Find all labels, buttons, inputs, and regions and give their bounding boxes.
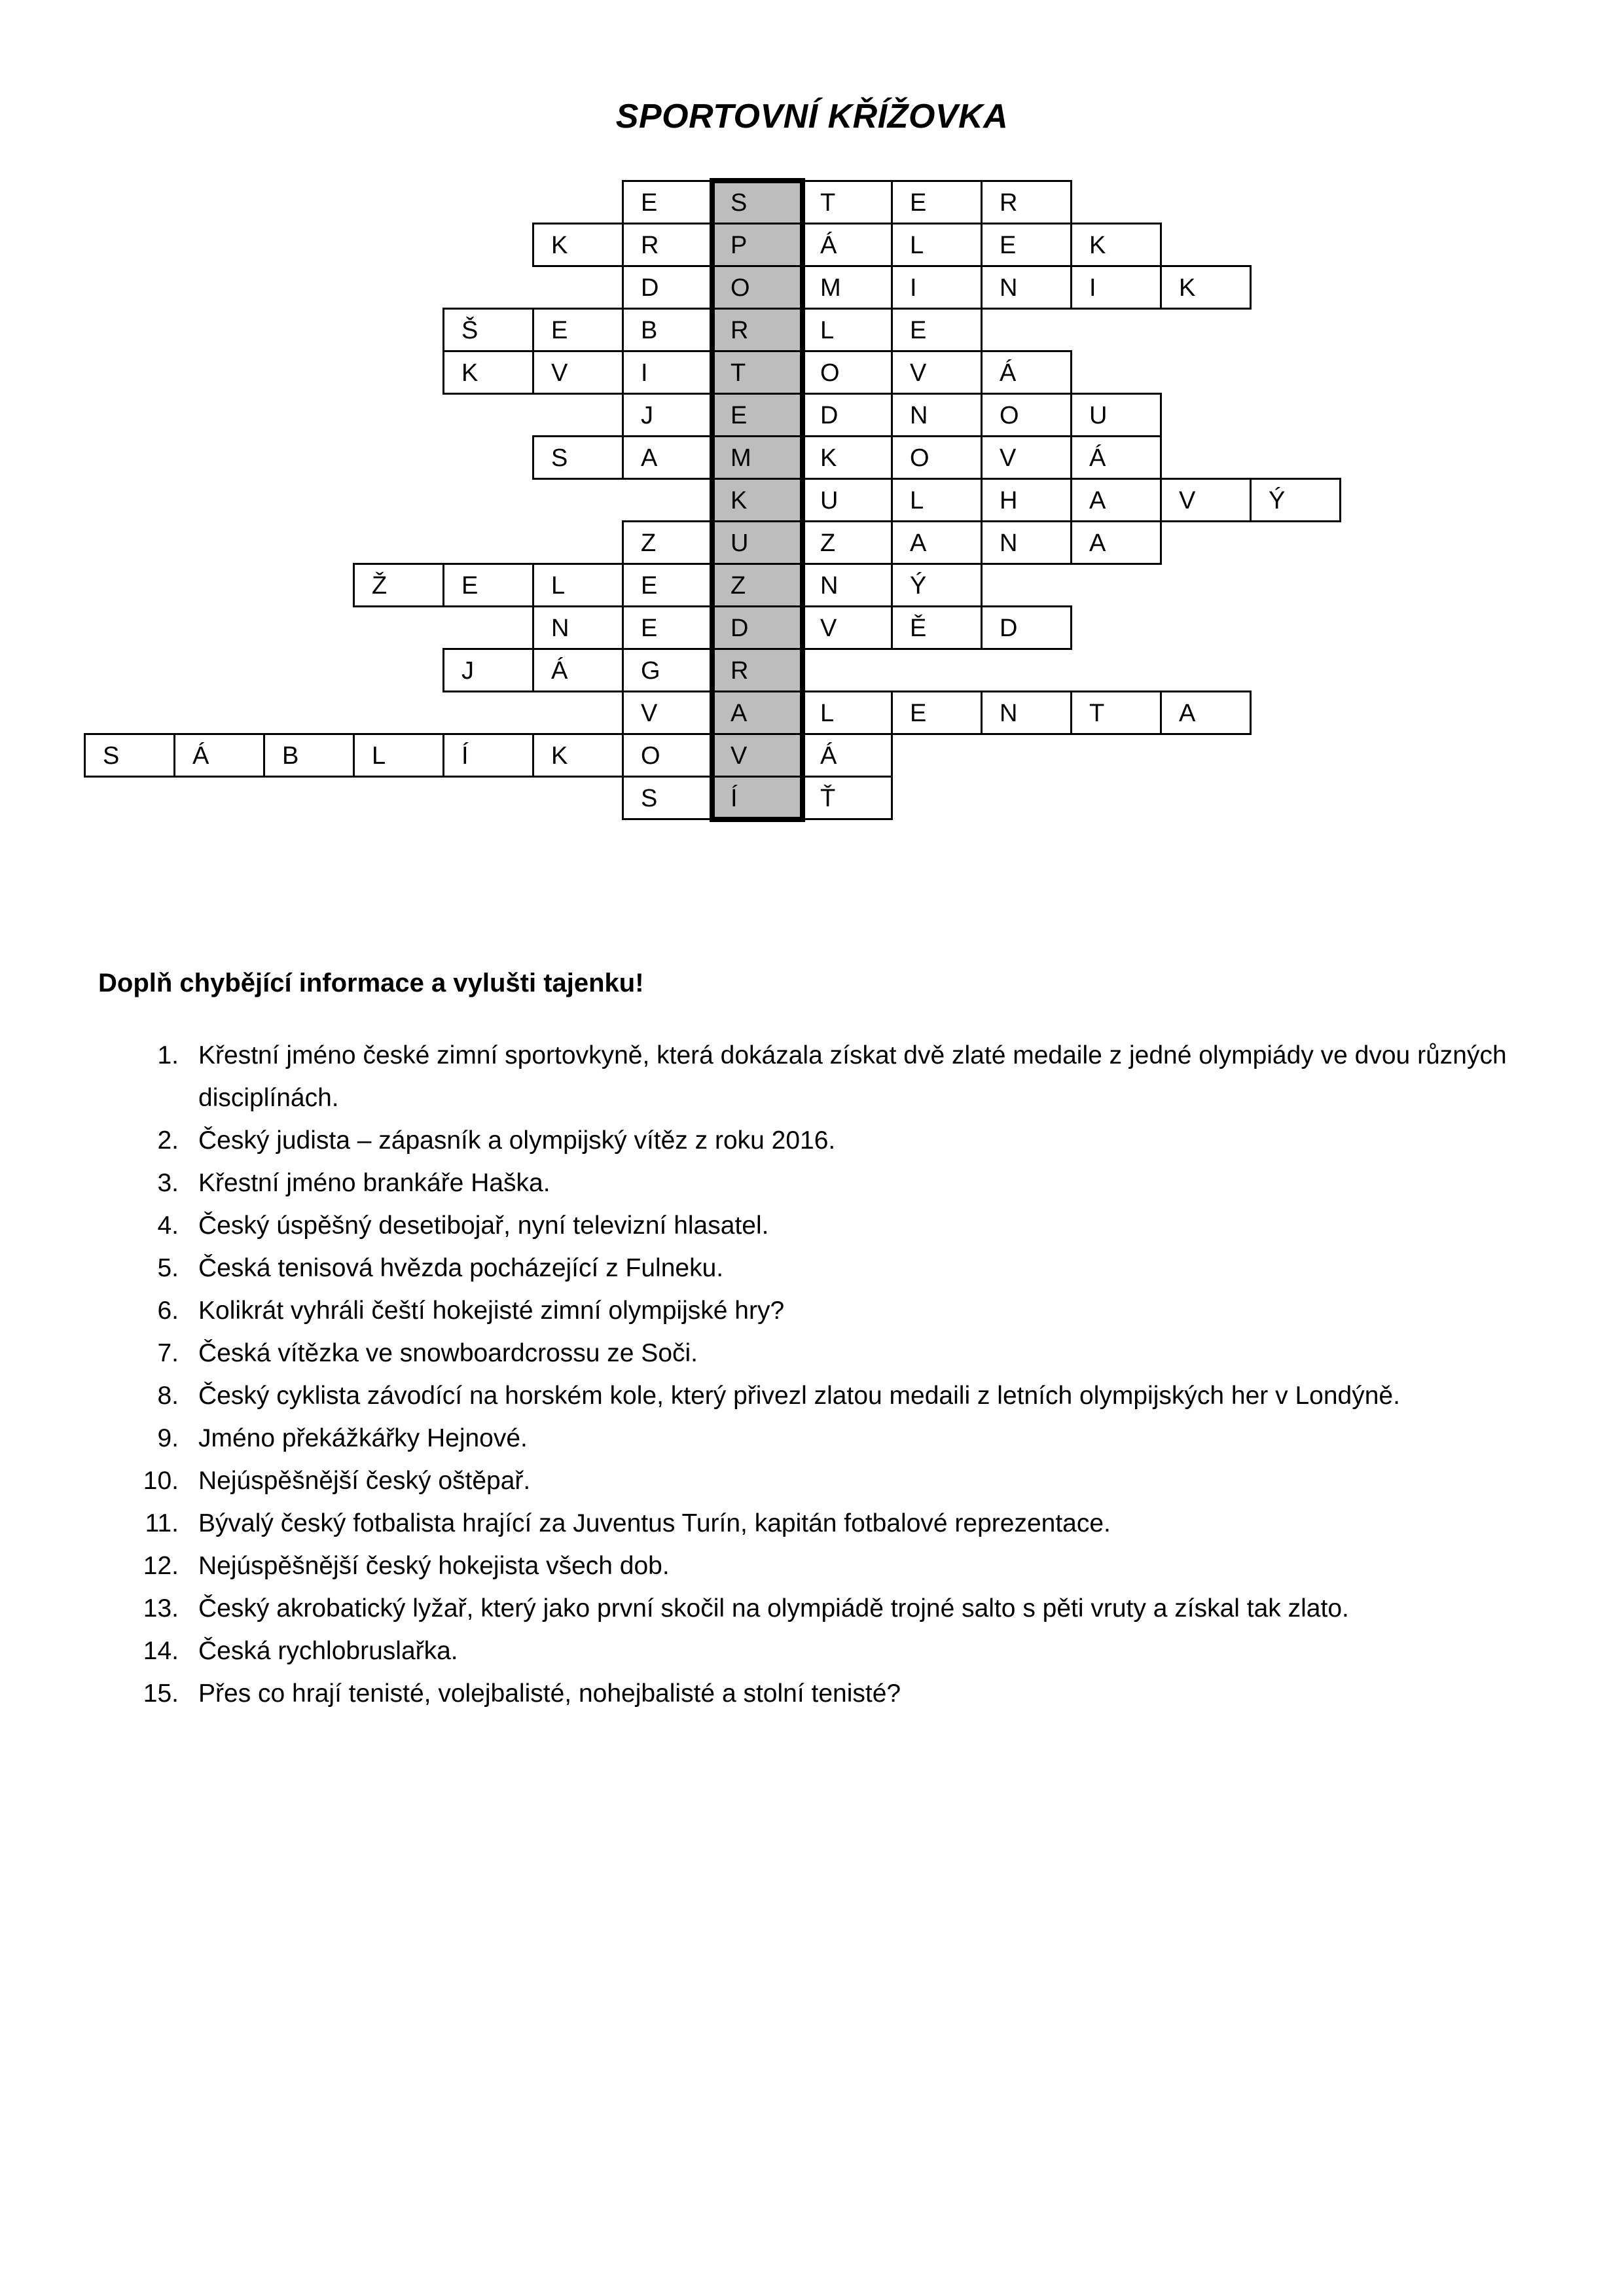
cell-letter: E — [910, 317, 927, 344]
clue-item — [121, 1034, 1528, 1119]
clue-number: 2. — [157, 1126, 179, 1155]
crossword-cell — [801, 733, 893, 778]
crossword-cell — [801, 435, 893, 480]
crossword-cell — [353, 563, 444, 607]
clue-number: 8. — [157, 1382, 179, 1410]
cell-letter: N — [1000, 700, 1018, 727]
crossword-cell — [622, 691, 713, 735]
cell-letter: N — [551, 615, 569, 642]
crossword-cell — [442, 563, 534, 607]
crossword-cell — [981, 478, 1072, 522]
cell-letter: G — [641, 657, 660, 685]
cell-letter: K — [820, 444, 837, 472]
clue-item — [121, 1332, 1528, 1374]
cell-letter: T — [820, 189, 836, 217]
crossword-cell — [891, 435, 983, 480]
cell-letter: E — [910, 700, 927, 727]
cell-letter: E — [1000, 232, 1017, 259]
cell-letter: L — [910, 487, 924, 514]
crossword-cell — [532, 223, 624, 267]
clue-number: 1. — [157, 1041, 179, 1069]
crossword-cell — [442, 648, 534, 692]
cell-letter: D — [1000, 615, 1018, 642]
crossword-cell — [622, 733, 713, 778]
crossword-cell — [891, 223, 983, 267]
cell-letter: E — [641, 189, 658, 217]
cell-letter: S — [731, 189, 748, 217]
cell-letter: V — [820, 615, 837, 642]
key-cell — [712, 605, 803, 650]
key-cell — [712, 478, 803, 522]
clue-item — [121, 1247, 1528, 1289]
crossword-cell — [891, 308, 983, 352]
clue-text: Česká rychlobruslařka. — [198, 1637, 458, 1665]
crossword-cell — [981, 605, 1072, 650]
crossword-cell — [981, 691, 1072, 735]
crossword-cell — [981, 520, 1072, 565]
cell-letter: E — [551, 317, 568, 344]
key-cell — [712, 350, 803, 395]
cell-letter: V — [1179, 487, 1196, 514]
clue-item — [121, 1374, 1528, 1417]
crossword-cell — [1070, 265, 1162, 310]
crossword-cell — [84, 733, 175, 778]
cell-letter: V — [641, 700, 658, 727]
crossword-cell — [532, 605, 624, 650]
crossword-cell — [801, 223, 893, 267]
clue-item — [121, 1587, 1528, 1630]
cell-letter: A — [641, 444, 658, 472]
cell-letter: I — [1089, 274, 1096, 302]
crossword-cell — [801, 350, 893, 395]
cell-letter: K — [1089, 232, 1106, 259]
clue-number: 15. — [143, 1679, 179, 1708]
crossword-cell — [622, 648, 713, 692]
clue-text: Český judista – zápasník a olympijský vítěz z roku 2016. — [198, 1126, 836, 1155]
clue-item — [121, 1289, 1528, 1332]
cell-letter: Á — [820, 232, 837, 259]
cell-letter: A — [1089, 529, 1106, 557]
cell-letter: K — [1179, 274, 1196, 302]
clue-item — [121, 1630, 1528, 1672]
clue-number: 6. — [157, 1297, 179, 1325]
cell-letter: D — [820, 402, 839, 429]
crossword-cell — [801, 308, 893, 352]
clue-text: Český cyklista závodící na horském kole, který přivezl zlatou medaili z letních olympijských her v Londýně. — [198, 1382, 1400, 1410]
cell-letter: Z — [820, 529, 836, 557]
crossword-cell — [801, 478, 893, 522]
crossword-cell — [891, 350, 983, 395]
cell-letter: B — [641, 317, 658, 344]
key-cell — [712, 776, 803, 820]
crossword-cell — [442, 350, 534, 395]
cell-letter: J — [641, 402, 653, 429]
cell-letter: O — [910, 444, 929, 472]
cell-letter: Á — [551, 657, 568, 685]
cell-letter: S — [551, 444, 568, 472]
cell-letter: O — [731, 274, 750, 302]
crossword-cell — [622, 435, 713, 480]
clue-text: Český úspěšný desetibojař, nyní televizní hlasatel. — [198, 1211, 769, 1240]
cell-letter: R — [731, 317, 749, 344]
crossword-cell — [622, 308, 713, 352]
crossword-grid — [0, 0, 1624, 851]
cell-letter: L — [820, 700, 835, 727]
crossword-cell — [622, 563, 713, 607]
clue-number: 11. — [145, 1509, 179, 1537]
crossword-cell — [891, 393, 983, 437]
cell-letter: T — [731, 359, 746, 387]
clue-text: Česká tenisová hvězda pocházející z Fulneku. — [198, 1254, 724, 1282]
crossword-cell — [532, 648, 624, 692]
cell-letter: R — [641, 232, 659, 259]
crossword-cell — [891, 605, 983, 650]
crossword-cell — [1070, 223, 1162, 267]
cell-letter: K — [551, 232, 568, 259]
key-cell — [712, 563, 803, 607]
cell-letter: Ž — [372, 572, 388, 600]
cell-letter: E — [910, 189, 927, 217]
crossword-cell — [622, 776, 713, 820]
crossword-cell — [891, 691, 983, 735]
page-title: SPORTOVNÍ KŘÍŽOVKA — [615, 98, 1009, 135]
cell-letter: A — [1179, 700, 1196, 727]
crossword-cell — [891, 520, 983, 565]
cell-letter: Á — [820, 742, 837, 770]
cell-letter: N — [910, 402, 928, 429]
crossword-cell — [442, 733, 534, 778]
cell-letter: E — [641, 572, 658, 600]
crossword-cell — [622, 180, 713, 224]
cell-letter: I — [641, 359, 648, 387]
cell-letter: V — [1000, 444, 1017, 472]
clue-number: 13. — [143, 1594, 179, 1623]
crossword-cell — [532, 563, 624, 607]
crossword-cell — [1250, 478, 1341, 522]
cell-letter: U — [820, 487, 839, 514]
clue-text: Křestní jméno české zimní sportovkyně, která dokázala získat dvě zlaté medaile z jedné olympiády ve dvou různých disciplínách. — [198, 1041, 1507, 1112]
cell-letter: Ý — [910, 572, 927, 600]
cell-letter: L — [820, 317, 835, 344]
cell-letter: Ě — [910, 615, 927, 642]
crossword-cell — [981, 223, 1072, 267]
crossword-cell — [801, 265, 893, 310]
clue-text: Kolikrát vyhráli čeští hokejisté zimní olympijské hry? — [198, 1297, 785, 1325]
crossword-cell — [891, 180, 983, 224]
crossword-cell — [1070, 393, 1162, 437]
crossword-cell — [532, 308, 624, 352]
crossword-cell — [532, 350, 624, 395]
clue-item — [121, 1672, 1528, 1715]
crossword-cell — [173, 733, 265, 778]
crossword-cell — [1070, 435, 1162, 480]
crossword-cell — [801, 393, 893, 437]
cell-letter: M — [731, 444, 751, 472]
cell-letter: Í — [461, 742, 469, 770]
crossword-cell — [622, 350, 713, 395]
cell-letter: Á — [1089, 444, 1106, 472]
key-cell — [712, 180, 803, 224]
clue-text: Nejúspěšnější český hokejista všech dob. — [198, 1552, 670, 1580]
clue-number: 10. — [143, 1467, 179, 1495]
crossword-cell — [981, 180, 1072, 224]
crossword-cell — [442, 308, 534, 352]
crossword-cell — [801, 563, 893, 607]
cell-letter: R — [731, 657, 749, 685]
key-cell — [712, 223, 803, 267]
clue-number: 5. — [157, 1254, 179, 1282]
clue-item — [121, 1460, 1528, 1502]
clue-item — [121, 1162, 1528, 1204]
clue-text: Jméno překážkářky Hejnové. — [198, 1424, 528, 1452]
crossword-cell — [622, 605, 713, 650]
key-cell — [712, 308, 803, 352]
clue-item — [121, 1545, 1528, 1587]
cell-letter: K — [551, 742, 568, 770]
cell-letter: K — [461, 359, 478, 387]
crossword-cell — [981, 393, 1072, 437]
crossword-cell — [801, 776, 893, 820]
clue-number: 3. — [157, 1169, 179, 1197]
cell-letter: J — [461, 657, 474, 685]
crossword-cell — [981, 265, 1072, 310]
clue-text: Přes co hrají tenisté, volejbalisté, nohejbalisté a stolní tenisté? — [198, 1679, 901, 1708]
key-cell — [712, 733, 803, 778]
crossword-cell — [891, 478, 983, 522]
key-cell — [712, 435, 803, 480]
crossword-cell — [801, 520, 893, 565]
clue-number: 14. — [143, 1637, 179, 1665]
cell-letter: P — [731, 232, 748, 259]
cell-letter: L — [372, 742, 386, 770]
crossword-cell — [801, 180, 893, 224]
crossword-cell — [981, 435, 1072, 480]
cell-letter: E — [641, 615, 658, 642]
cell-letter: A — [1089, 487, 1106, 514]
clue-text: Český akrobatický lyžař, který jako první skočil na olympiádě trojné salto s pěti vruty a získal tak zlato. — [198, 1594, 1349, 1623]
key-cell — [712, 520, 803, 565]
cell-letter: L — [551, 572, 566, 600]
crossword-cell — [622, 223, 713, 267]
clue-item — [121, 1204, 1528, 1247]
cell-letter: O — [820, 359, 840, 387]
cell-letter: E — [731, 402, 748, 429]
cell-letter: Ý — [1269, 487, 1286, 514]
crossword-cell — [532, 435, 624, 480]
clue-number: 12. — [143, 1552, 179, 1580]
clue-text: Nejúspěšnější český oštěpař. — [198, 1467, 531, 1495]
cell-letter: B — [282, 742, 299, 770]
clue-list — [121, 1034, 1528, 1715]
crossword-cell — [1070, 520, 1162, 565]
key-cell — [712, 393, 803, 437]
cell-letter: N — [1000, 274, 1018, 302]
cell-letter: Á — [1000, 359, 1017, 387]
cell-letter: R — [1000, 189, 1018, 217]
crossword-cell — [622, 393, 713, 437]
cell-letter: V — [910, 359, 927, 387]
cell-letter: I — [910, 274, 917, 302]
cell-letter: U — [731, 529, 749, 557]
crossword-cell — [1160, 478, 1252, 522]
cell-letter: Š — [461, 317, 478, 344]
crossword-cell — [622, 265, 713, 310]
crossword-cell — [891, 563, 983, 607]
cell-letter: D — [731, 615, 749, 642]
crossword-cell — [1070, 691, 1162, 735]
instruction-text: Doplň chybějící informace a vylušti tajenku! — [98, 969, 644, 997]
crossword-cell — [981, 350, 1072, 395]
clue-item — [121, 1417, 1528, 1460]
crossword-cell — [622, 520, 713, 565]
cell-letter: D — [641, 274, 659, 302]
key-cell — [712, 691, 803, 735]
crossword-cell — [801, 605, 893, 650]
cell-letter: U — [1089, 402, 1108, 429]
crossword-cell — [801, 691, 893, 735]
cell-letter: A — [910, 529, 927, 557]
clue-item — [121, 1502, 1528, 1545]
clue-number: 9. — [157, 1424, 179, 1452]
crossword-cell — [263, 733, 355, 778]
cell-letter: M — [820, 274, 841, 302]
cell-letter: A — [731, 700, 748, 727]
cell-letter: O — [1000, 402, 1019, 429]
cell-letter: Á — [192, 742, 209, 770]
clue-number: 7. — [157, 1339, 179, 1367]
cell-letter: V — [731, 742, 748, 770]
clue-number: 4. — [157, 1211, 179, 1240]
crossword-cell — [532, 733, 624, 778]
cell-letter: N — [1000, 529, 1018, 557]
crossword-cell — [1160, 691, 1252, 735]
cell-letter: Z — [641, 529, 657, 557]
clue-text: Křestní jméno brankáře Haška. — [198, 1169, 550, 1197]
crossword-cell — [353, 733, 444, 778]
crossword-cell — [1160, 265, 1252, 310]
clue-item — [121, 1119, 1528, 1162]
cell-letter: N — [820, 572, 839, 600]
cell-letter: O — [641, 742, 660, 770]
cell-letter: S — [103, 742, 120, 770]
cell-letter: L — [910, 232, 924, 259]
crossword-cell — [1070, 478, 1162, 522]
cell-letter: H — [1000, 487, 1018, 514]
key-cell — [712, 265, 803, 310]
cell-letter: Ť — [820, 785, 836, 812]
clue-text: Česká vítězka ve snowboardcrossu ze Soči. — [198, 1339, 698, 1367]
cell-letter: Z — [731, 572, 746, 600]
cell-letter: Í — [731, 785, 738, 812]
cell-letter: S — [641, 785, 658, 812]
cell-letter: V — [551, 359, 568, 387]
cell-letter: E — [461, 572, 478, 600]
crossword-cell — [891, 265, 983, 310]
cell-letter: K — [731, 487, 748, 514]
key-cell — [712, 648, 803, 692]
cell-letter: T — [1089, 700, 1105, 727]
clue-text: Bývalý český fotbalista hrající za Juventus Turín, kapitán fotbalové reprezentace. — [198, 1509, 1111, 1537]
